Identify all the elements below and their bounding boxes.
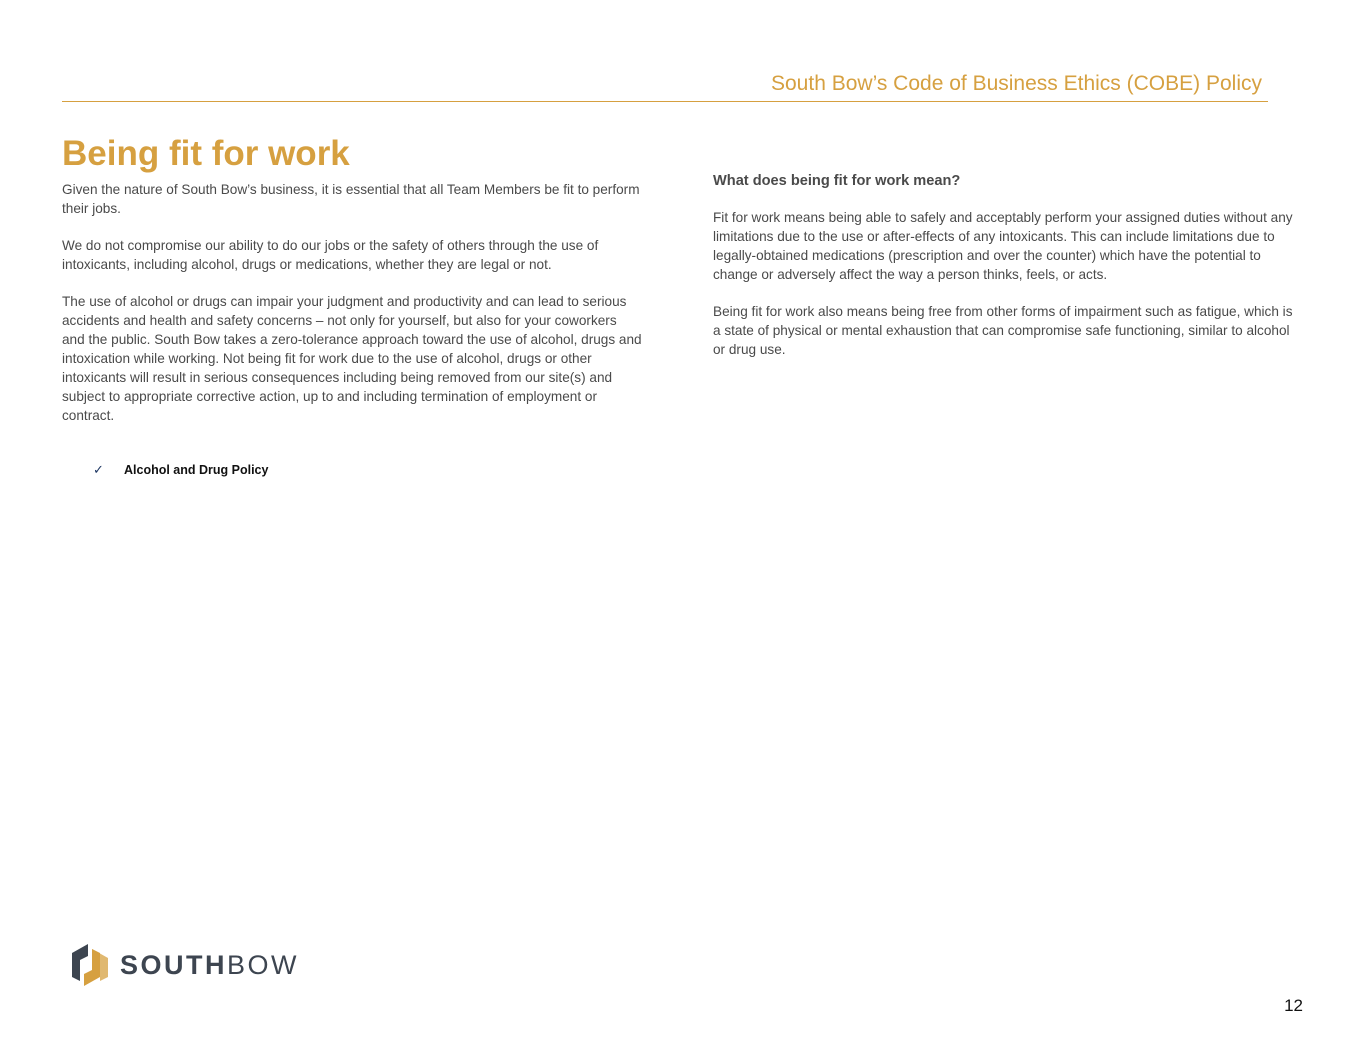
southbow-logo-icon xyxy=(70,943,110,987)
southbow-logo xyxy=(70,943,299,987)
header-divider xyxy=(62,101,1268,102)
related-policy-link[interactable] xyxy=(93,462,268,478)
intoxicants-paragraph: We do not compromise our ability to do our jobs or the safety of others through the use of intoxicants, including alcohol, drugs or medications, whether they are legal or not. xyxy=(62,238,599,272)
page-number: 12 xyxy=(1284,996,1303,1015)
consequences-paragraph: The use of alcohol or drugs can impair your judgment and productivity and can lead to serious accidents and health and safety concerns – not only for yourself, but also for your coworkers and the public. South Bow takes a zero-tolerance approach toward the use of alcohol, drugs and intoxication while working. Not being fit for work due to the use of alcohol, drugs or other intoxicants will result in serious consequences including being removed from our site(s) and subject to appropriate corrective action, up to and including termination of employment or contract. xyxy=(62,294,642,423)
document-header-title: South Bow’s Code of Business Ethics (COBE) Policy xyxy=(771,72,1262,95)
check-icon: ✓ xyxy=(93,462,104,477)
definition-paragraph: Fit for work means being able to safely and acceptably perform your assigned duties without any limitations due to the use or after-effects of any intoxicants. This can include limitations due to legally-obtained medications (prescription and over the counter) which have the potential to change or adversely affect the way a person thinks, feels, or acts. xyxy=(713,210,1293,282)
section-heading: What does being fit for work mean? xyxy=(713,173,961,189)
logo-wordmark xyxy=(120,950,299,980)
right-column xyxy=(713,172,1303,377)
page-title: Being fit for work xyxy=(62,134,350,173)
intro-paragraph: Given the nature of South Bow’s business, it is essential that all Team Members be fit to perform their jobs. xyxy=(62,182,640,216)
fatigue-paragraph: Being fit for work also means being free from other forms of impairment such as fatigue, which is a state of physical or mental exhaustion that can compromise safe functioning, similar to alcohol or drug use. xyxy=(713,304,1293,357)
related-policy-label[interactable]: Alcohol and Drug Policy xyxy=(124,463,269,477)
logo-word-light: BOW xyxy=(227,950,299,980)
logo-word-bold: SOUTH xyxy=(120,950,227,980)
left-column xyxy=(62,180,642,443)
